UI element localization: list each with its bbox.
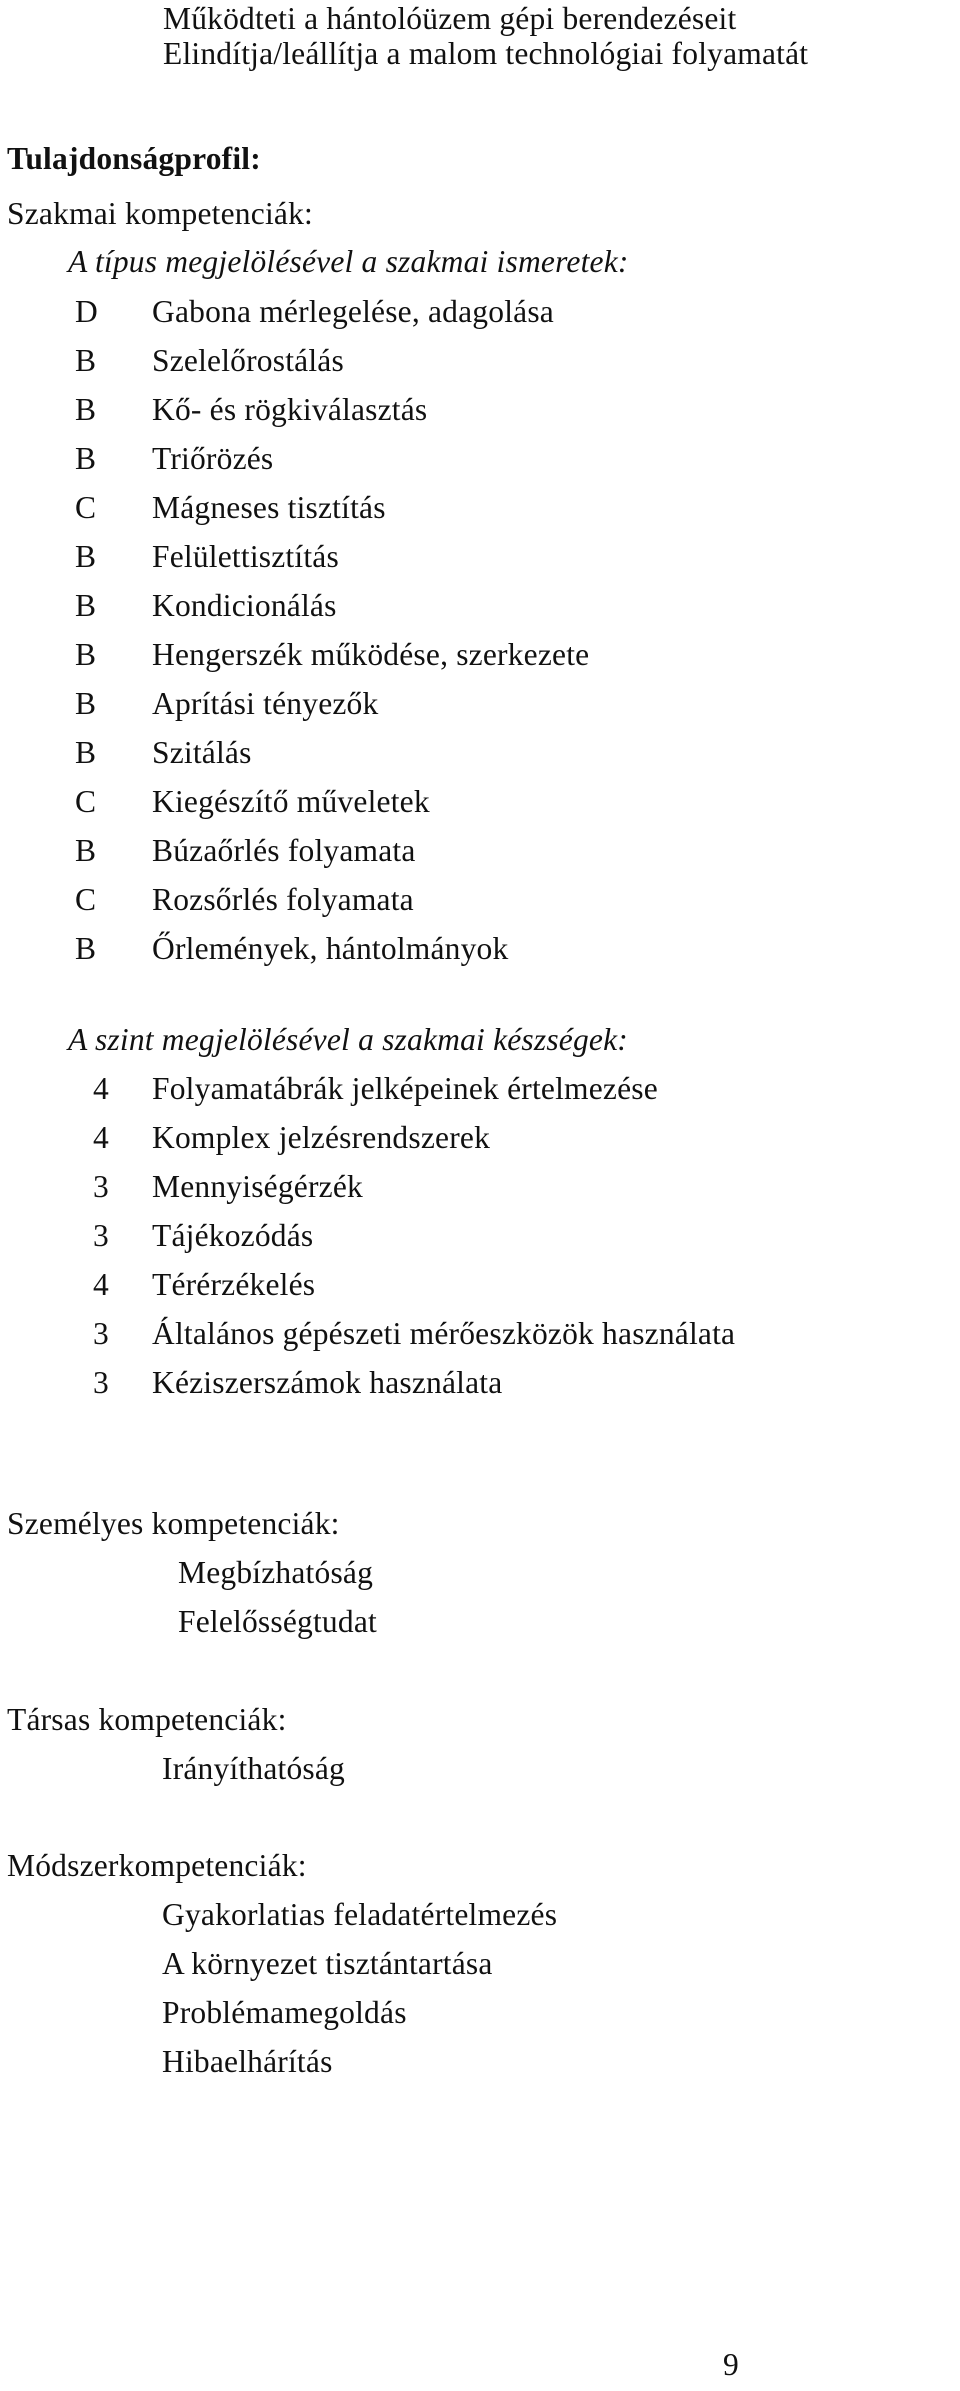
item-text: Kondicionálás: [152, 588, 337, 623]
type-code: C: [75, 490, 97, 525]
skill-level: 3: [93, 1169, 109, 1204]
item-text: Rozsőrlés folyamata: [152, 882, 414, 917]
type-code: C: [75, 882, 97, 917]
skill-level: 4: [93, 1267, 109, 1302]
item-text: Szitálás: [152, 735, 252, 770]
list-item: [0, 1317, 960, 1351]
task-line: Működteti a hántolóüzem gépi berendezéseit: [163, 1, 737, 36]
list-item: [0, 638, 960, 672]
item-text: Kiegészítő műveletek: [152, 784, 430, 819]
type-code: B: [75, 343, 97, 378]
list-item: [0, 393, 960, 427]
skills-heading: A szint megjelölésével a szakmai készségek:: [68, 1022, 628, 1057]
type-code: B: [75, 539, 97, 574]
skill-level: 3: [93, 1218, 109, 1253]
method-item: A környezet tisztántartása: [162, 1946, 493, 1981]
page-number: 9: [723, 2347, 739, 2382]
list-item: [0, 1072, 960, 1106]
knowledge-heading: A típus megjelölésével a szakmai ismeretek:: [68, 244, 629, 279]
list-item: [0, 1170, 960, 1204]
type-code: B: [75, 735, 97, 770]
method-heading: Módszerkompetenciák:: [7, 1848, 307, 1883]
task-line: Elindítja/leállítja a malom technológiai folyamatát: [163, 36, 809, 71]
item-text: Hengerszék működése, szerkezete: [152, 637, 590, 672]
personal-heading: Személyes kompetenciák:: [7, 1506, 340, 1541]
type-code: B: [75, 588, 97, 623]
item-text: Kő- és rögkiválasztás: [152, 392, 428, 427]
item-text: Kéziszerszámok használata: [152, 1365, 503, 1400]
list-item: [0, 540, 960, 574]
item-text: Szelelőrostálás: [152, 343, 344, 378]
social-heading: Társas kompetenciák:: [7, 1702, 287, 1737]
professional-heading: Szakmai kompetenciák:: [7, 196, 313, 231]
list-item: [0, 687, 960, 721]
list-item: [0, 785, 960, 819]
type-code: B: [75, 441, 97, 476]
item-text: Aprítási tényezők: [152, 686, 379, 721]
list-item: [0, 1366, 960, 1400]
item-text: Mennyiségérzék: [152, 1169, 363, 1204]
personal-item: Megbízhatóság: [178, 1555, 374, 1590]
item-text: Térérzékelés: [152, 1267, 316, 1302]
skill-level: 3: [93, 1365, 109, 1400]
item-text: Komplex jelzésrendszerek: [152, 1120, 491, 1155]
profile-heading: Tulajdonságprofil:: [7, 141, 261, 176]
item-text: Folyamatábrák jelképeinek értelmezése: [152, 1071, 658, 1106]
method-item: Gyakorlatias feladatértelmezés: [162, 1897, 558, 1932]
list-item: [0, 883, 960, 917]
type-code: B: [75, 931, 97, 966]
item-text: Triőrözés: [152, 441, 274, 476]
list-item: [0, 736, 960, 770]
list-item: [0, 932, 960, 966]
item-text: Általános gépészeti mérőeszközök használata: [152, 1316, 736, 1351]
type-code: C: [75, 784, 97, 819]
item-text: Tájékozódás: [152, 1218, 314, 1253]
personal-item: Felelősségtudat: [178, 1604, 377, 1639]
list-item: [0, 295, 960, 329]
method-item: Hibaelhárítás: [162, 2044, 333, 2079]
list-item: [0, 344, 960, 378]
skill-level: 4: [93, 1120, 109, 1155]
method-item: Problémamegoldás: [162, 1995, 407, 2030]
type-code: D: [75, 294, 98, 329]
list-item: [0, 1219, 960, 1253]
list-item: [0, 1121, 960, 1155]
item-text: Felülettisztítás: [152, 539, 339, 574]
type-code: B: [75, 833, 97, 868]
type-code: B: [75, 392, 97, 427]
social-item: Irányíthatóság: [162, 1751, 345, 1786]
list-item: [0, 1268, 960, 1302]
skill-level: 4: [93, 1071, 109, 1106]
list-item: [0, 589, 960, 623]
type-code: B: [75, 686, 97, 721]
item-text: Mágneses tisztítás: [152, 490, 386, 525]
item-text: Gabona mérlegelése, adagolása: [152, 294, 554, 329]
list-item: [0, 442, 960, 476]
skill-level: 3: [93, 1316, 109, 1351]
list-item: [0, 834, 960, 868]
item-text: Búzaőrlés folyamata: [152, 833, 416, 868]
type-code: B: [75, 637, 97, 672]
list-item: [0, 491, 960, 525]
item-text: Őrlemények, hántolmányok: [152, 931, 509, 966]
